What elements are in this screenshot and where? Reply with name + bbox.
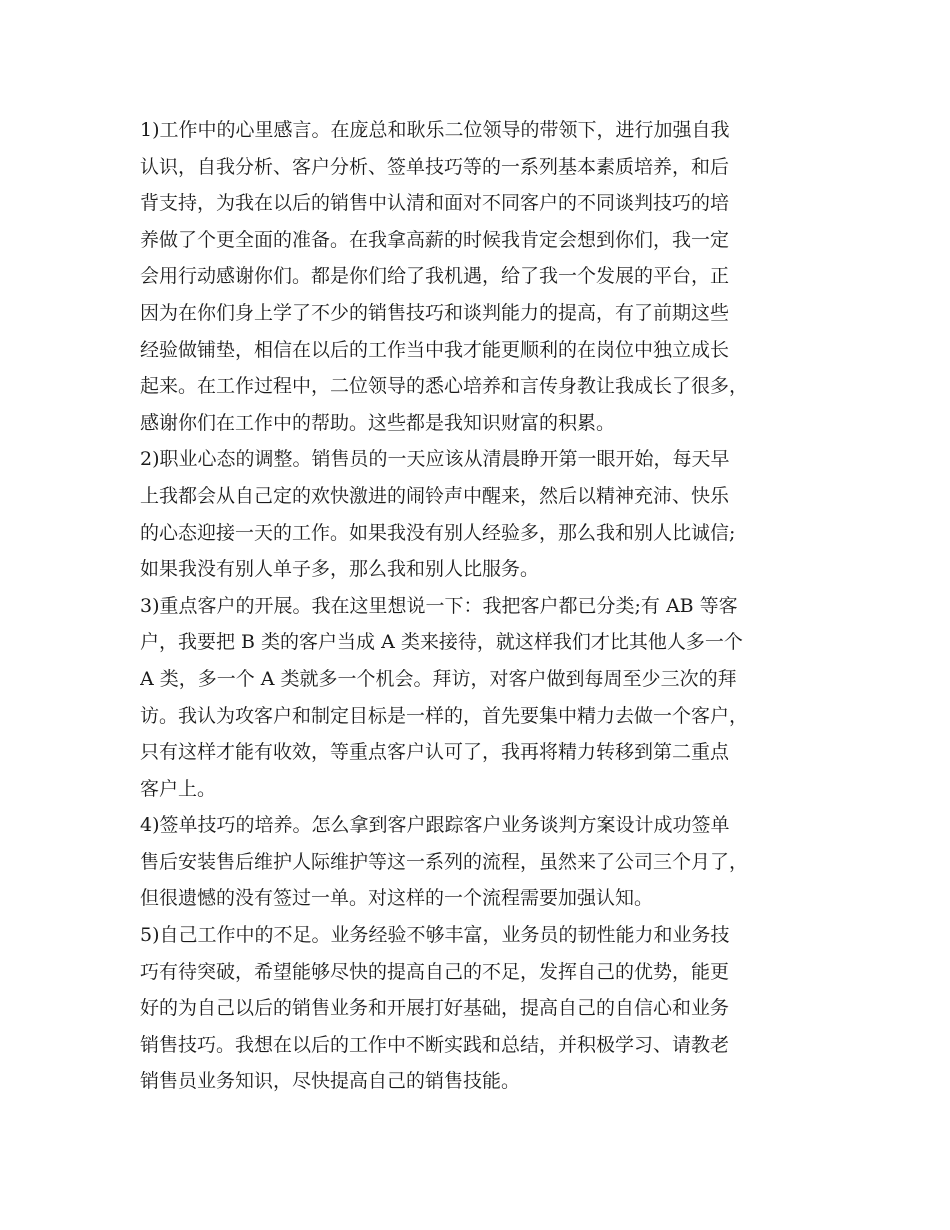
paragraph-line: 经验做铺垫，相信在以后的工作当中我才能更顺利的在岗位中独立成长 [140,338,730,361]
paragraph-3 [140,588,820,808]
paragraph-4 [140,807,820,917]
paragraph-line: 会用行动感谢你们。都是你们给了我机遇，给了我一个发展的平台，正 [140,265,730,288]
paragraph-line: 上我都会从自己定的欢快激进的闹铃声中醒来，然后以精神充沛、快乐 [140,484,730,507]
paragraph-line: 访。我认为攻客户和制定目标是一样的，首先要集中精力去做一个客户， [140,704,749,727]
paragraph-line: 销售员业务知识，尽快提高自己的销售技能。 [140,1070,521,1093]
paragraph-line: 2)职业心态的调整。销售员的一天应该从清晨睁开第一眼开始，每天早 [140,448,730,471]
paragraph-line: 养做了个更全面的准备。在我拿高薪的时候我肯定会想到你们，我一定 [140,228,730,251]
paragraph-line: 但很遗憾的没有签过一单。对这样的一个流程需要加强认知。 [140,887,654,910]
paragraph-1 [140,112,820,441]
paragraph-2 [140,441,820,587]
paragraph-line: A 类，多一个 A 类就多一个机会。拜访，对客户做到每周至少三次的拜 [140,667,737,690]
paragraph-line: 3)重点客户的开展。我在这里想说一下：我把客户都已分类;有 AB 等客 [140,594,738,617]
paragraph-line: 巧有待突破，希望能够尽快的提高自己的不足，发挥自己的优势，能更 [140,960,730,983]
paragraph-line: 认识，自我分析、客户分析、签单技巧等的一系列基本素质培养，和后 [140,155,730,178]
paragraph-line: 5)自己工作中的不足。业务经验不够丰富，业务员的韧性能力和业务技 [140,924,730,947]
paragraph-line: 4)签单技巧的培养。怎么拿到客户跟踪客户业务谈判方案设计成功签单 [140,814,730,837]
paragraph-5 [140,917,820,1100]
paragraph-line: 感谢你们在工作中的帮助。这些都是我知识财富的积累。 [140,411,616,434]
paragraph-line: 背支持，为我在以后的销售中认清和面对不同客户的不同谈判技巧的培 [140,192,730,215]
paragraph-line: 好的为自己以后的销售业务和开展打好基础，提高自己的自信心和业务 [140,997,730,1020]
document-body [140,112,820,1100]
paragraph-line: 因为在你们身上学了不少的销售技巧和谈判能力的提高，有了前期这些 [140,301,730,324]
paragraph-line: 售后安装售后维护人际维护等这一系列的流程，虽然来了公司三个月了， [140,850,749,873]
paragraph-line: 只有这样才能有收效，等重点客户认可了，我再将精力转移到第二重点 [140,741,730,764]
paragraph-line: 户，我要把 B 类的客户当成 A 类来接待，就这样我们才比其他人多一个 [140,631,743,654]
paragraph-line: 客户上。 [140,777,217,800]
paragraph-line: 起来。在工作过程中，二位领导的悉心培养和言传身教让我成长了很多， [140,375,749,398]
paragraph-line: 的心态迎接一天的工作。如果我没有别人经验多，那么我和别人比诚信; [140,521,736,544]
paragraph-line: 销售技巧。我想在以后的工作中不断实践和总结，并积极学习、请教老 [140,1033,730,1056]
paragraph-line: 1)工作中的心里感言。在庞总和耿乐二位领导的带领下，进行加强自我 [140,119,730,141]
paragraph-line: 如果我没有别人单子多，那么我和别人比服务。 [140,558,540,581]
